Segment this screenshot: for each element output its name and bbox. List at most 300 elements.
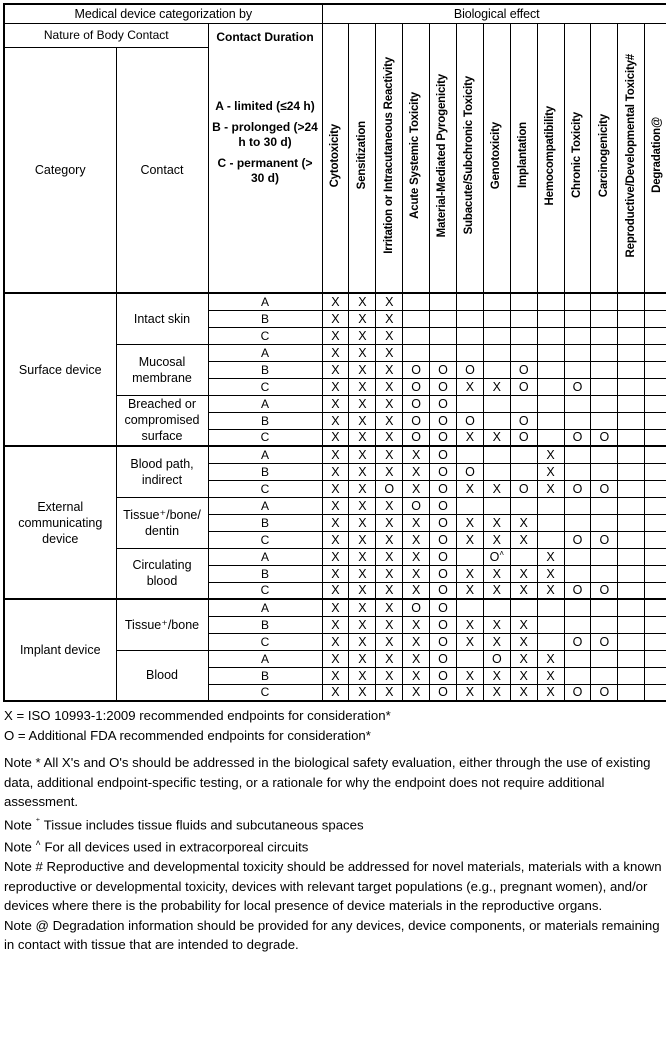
mark-cell	[510, 599, 537, 616]
mark-cell: O	[430, 497, 457, 514]
mark-cell	[456, 599, 483, 616]
mark-cell	[510, 463, 537, 480]
contact-cell: Tissue⁺/bone/ dentin	[116, 497, 208, 548]
mark-cell	[510, 293, 537, 310]
contact-cell: Breached or compromised surface	[116, 395, 208, 446]
mark-cell: O	[430, 514, 457, 531]
mark-cell: O	[510, 429, 537, 446]
mark-cell	[645, 582, 666, 599]
contact-cell: Blood	[116, 650, 208, 701]
mark-cell	[618, 599, 645, 616]
mark-cell: X	[537, 565, 564, 582]
mark-cell: X	[537, 650, 564, 667]
duration-a-definition: A - limited (≤24 h)	[215, 98, 315, 113]
col-header-irritation-intracutaneous-reactivity: Irritation or Intracutaneous Reactivity	[376, 23, 403, 293]
mark-cell	[537, 412, 564, 429]
mark-cell: O	[564, 531, 591, 548]
contact-cell: Intact skin	[116, 293, 208, 344]
mark-cell: O	[510, 361, 537, 378]
mark-cell: O	[403, 378, 430, 395]
mark-cell	[403, 293, 430, 310]
mark-cell: X	[537, 480, 564, 497]
mark-cell	[510, 344, 537, 361]
mark-cell: X	[376, 344, 403, 361]
mark-cell	[645, 565, 666, 582]
mark-cell: X	[349, 395, 376, 412]
mark-cell	[537, 429, 564, 446]
mark-cell: X	[456, 667, 483, 684]
mark-cell	[483, 412, 510, 429]
contact-cell: Tissue⁺/bone	[116, 599, 208, 650]
mark-cell	[483, 310, 510, 327]
mark-cell: O	[403, 361, 430, 378]
mark-cell: O	[510, 378, 537, 395]
mark-cell	[537, 633, 564, 650]
duration-cell: C	[208, 582, 322, 599]
col-header-reproductive-developmental-toxicity: Reproductive/Developmental Toxicity#	[618, 23, 645, 293]
mark-cell	[618, 361, 645, 378]
col-header-carcinogenicity: Carcinogenicity	[591, 23, 618, 293]
mark-cell: X	[483, 480, 510, 497]
mark-cell	[591, 446, 618, 463]
mark-cell: O	[430, 582, 457, 599]
mark-cell: X	[349, 327, 376, 344]
mark-cell: O	[430, 463, 457, 480]
col-header-material-mediated-pyrogenicity: Material-Mediated Pyrogenicity	[430, 23, 457, 293]
mark-cell	[537, 378, 564, 395]
mark-cell: X	[483, 582, 510, 599]
mark-cell	[618, 565, 645, 582]
mark-cell: X	[403, 565, 430, 582]
table-row	[4, 599, 666, 616]
mark-cell: X	[349, 667, 376, 684]
mark-cell	[645, 684, 666, 701]
col-header-implantation: Implantation	[510, 23, 537, 293]
mark-cell	[618, 463, 645, 480]
mark-cell: X	[376, 446, 403, 463]
mark-cell: X	[456, 633, 483, 650]
header-contact: Contact	[116, 47, 208, 293]
mark-cell: X	[483, 684, 510, 701]
mark-cell	[645, 463, 666, 480]
mark-cell: X	[322, 446, 349, 463]
note-caret	[4, 834, 663, 857]
legend-x: X = ISO 10993-1:2009 recommended endpoints for consideration*	[4, 708, 391, 723]
mark-cell: X	[349, 599, 376, 616]
mark-cell	[564, 667, 591, 684]
mark-cell: X	[456, 514, 483, 531]
mark-cell	[456, 310, 483, 327]
mark-cell: X	[322, 548, 349, 565]
header-group-row	[4, 4, 666, 23]
mark-cell	[645, 633, 666, 650]
duration-cell: B	[208, 310, 322, 327]
mark-cell: O	[564, 633, 591, 650]
mark-cell	[430, 310, 457, 327]
mark-cell: X	[403, 531, 430, 548]
duration-cell: B	[208, 514, 322, 531]
mark-cell	[483, 463, 510, 480]
mark-cell	[591, 514, 618, 531]
mark-cell	[564, 446, 591, 463]
duration-c-definition: C - permanent (> 30 d)	[217, 155, 313, 185]
mark-cell	[537, 310, 564, 327]
mark-cell: X	[322, 429, 349, 446]
duration-cell: C	[208, 531, 322, 548]
mark-cell: X	[322, 344, 349, 361]
mark-cell: O	[456, 361, 483, 378]
duration-cell: A	[208, 650, 322, 667]
mark-cell	[510, 497, 537, 514]
note-caret-symbol: ˄	[35, 838, 41, 849]
note-star: Note * All X's and O's should be addressed in the biological safety evaluation, either through the use of existing data, additional endpoint-specific testing, or a rationale for why the endpoint does not require additional assessment.	[4, 755, 651, 809]
mark-cell	[537, 293, 564, 310]
category-cell: Implant device	[4, 599, 116, 701]
mark-cell: X	[349, 378, 376, 395]
mark-cell	[618, 531, 645, 548]
col-header-degradation: Degradation@	[645, 23, 666, 293]
mark-cell: O	[430, 667, 457, 684]
mark-cell: X	[456, 565, 483, 582]
mark-cell: O	[591, 429, 618, 446]
mark-cell	[618, 650, 645, 667]
mark-cell: X	[322, 293, 349, 310]
mark-cell	[483, 395, 510, 412]
mark-cell: X	[349, 361, 376, 378]
mark-cell: O	[564, 429, 591, 446]
mark-cell	[510, 327, 537, 344]
mark-cell: O	[430, 378, 457, 395]
mark-cell: X	[483, 565, 510, 582]
mark-cell	[483, 293, 510, 310]
duration-cell: C	[208, 480, 322, 497]
mark-cell: O	[430, 361, 457, 378]
mark-cell: X	[537, 582, 564, 599]
mark-cell	[537, 514, 564, 531]
mark-cell: X	[510, 667, 537, 684]
mark-cell: X	[322, 684, 349, 701]
mark-cell	[645, 293, 666, 310]
mark-cell: O	[430, 531, 457, 548]
mark-cell	[483, 446, 510, 463]
mark-cell	[591, 599, 618, 616]
mark-cell	[645, 412, 666, 429]
contact-cell: Blood path, indirect	[116, 446, 208, 497]
mark-cell: X	[376, 361, 403, 378]
mark-cell	[537, 599, 564, 616]
mark-cell	[456, 446, 483, 463]
mark-cell: X	[376, 293, 403, 310]
duration-cell: A	[208, 599, 322, 616]
mark-cell: X	[322, 514, 349, 531]
mark-cell: O	[564, 480, 591, 497]
mark-cell: X	[322, 599, 349, 616]
mark-cell: O	[430, 565, 457, 582]
mark-cell	[537, 395, 564, 412]
duration-cell: B	[208, 616, 322, 633]
mark-cell	[564, 395, 591, 412]
mark-cell: X	[349, 633, 376, 650]
mark-cell: X	[537, 446, 564, 463]
mark-cell	[564, 548, 591, 565]
mark-cell	[591, 412, 618, 429]
mark-cell	[618, 667, 645, 684]
table-body	[4, 293, 666, 701]
mark-cell	[618, 429, 645, 446]
mark-cell: X	[376, 310, 403, 327]
mark-cell	[456, 497, 483, 514]
duration-cell: A	[208, 293, 322, 310]
mark-cell: X	[349, 531, 376, 548]
mark-cell	[537, 361, 564, 378]
mark-cell: X	[456, 684, 483, 701]
mark-cell: X	[349, 514, 376, 531]
mark-cell	[618, 684, 645, 701]
mark-cell: X	[349, 548, 376, 565]
mark-cell: X	[322, 616, 349, 633]
mark-cell: O	[430, 412, 457, 429]
mark-cell: X	[322, 667, 349, 684]
mark-cell: X	[376, 565, 403, 582]
mark-cell	[456, 344, 483, 361]
mark-cell: O	[591, 531, 618, 548]
mark-cell: O	[564, 684, 591, 701]
mark-cell	[618, 548, 645, 565]
mark-cell	[618, 633, 645, 650]
mark-cell	[645, 327, 666, 344]
mark-cell	[456, 650, 483, 667]
mark-cell	[645, 497, 666, 514]
mark-cell	[618, 378, 645, 395]
mark-cell	[510, 395, 537, 412]
mark-cell	[645, 344, 666, 361]
mark-cell: X	[456, 531, 483, 548]
mark-cell	[564, 327, 591, 344]
mark-cell	[645, 514, 666, 531]
mark-cell: X	[376, 650, 403, 667]
mark-cell: X	[510, 650, 537, 667]
mark-cell: X	[456, 616, 483, 633]
header-nature-of-body-contact: Nature of Body Contact	[4, 23, 208, 47]
duration-cell: A	[208, 548, 322, 565]
mark-cell	[591, 361, 618, 378]
mark-cell: X	[349, 429, 376, 446]
mark-cell	[456, 293, 483, 310]
mark-cell: X	[322, 480, 349, 497]
mark-cell	[564, 514, 591, 531]
mark-cell	[456, 548, 483, 565]
mark-cell: X	[376, 531, 403, 548]
mark-cell: X	[403, 616, 430, 633]
mark-cell	[564, 616, 591, 633]
mark-cell: X	[322, 565, 349, 582]
duration-cell: C	[208, 327, 322, 344]
mark-cell	[564, 463, 591, 480]
mark-cell	[618, 310, 645, 327]
mark-cell: X	[403, 633, 430, 650]
mark-cell: X	[456, 429, 483, 446]
mark-cell	[645, 548, 666, 565]
mark-cell: X	[483, 667, 510, 684]
mark-cell: X	[403, 548, 430, 565]
mark-cell	[564, 412, 591, 429]
note-plus-text: Tissue includes tissue fluids and subcutaneous spaces	[40, 816, 364, 832]
duration-cell: B	[208, 361, 322, 378]
mark-cell	[591, 650, 618, 667]
mark-cell: O	[430, 446, 457, 463]
header-biological-effect: Biological effect	[322, 4, 666, 23]
mark-cell: O	[403, 395, 430, 412]
mark-cell: O	[403, 412, 430, 429]
mark-cell: X	[349, 412, 376, 429]
mark-cell: X	[322, 310, 349, 327]
mark-cell: X	[349, 480, 376, 497]
mark-cell: X	[403, 480, 430, 497]
duration-cell: A	[208, 344, 322, 361]
mark-cell	[645, 429, 666, 446]
mark-cell: O	[510, 412, 537, 429]
mark-cell: X	[510, 633, 537, 650]
mark-cell: X	[537, 463, 564, 480]
mark-cell: X	[537, 548, 564, 565]
mark-cell: O	[483, 650, 510, 667]
mark-cell: X	[510, 684, 537, 701]
contact-cell: Mucosal membrane	[116, 344, 208, 395]
mark-cell: X	[376, 616, 403, 633]
note-plus-prefix: Note	[4, 816, 36, 832]
col-header-genotoxicity: Genotoxicity	[483, 23, 510, 293]
mark-cell: X	[322, 412, 349, 429]
col-header-hemocompatibility: Hemocompatibility	[537, 23, 564, 293]
header-contact-duration	[208, 23, 322, 293]
mark-cell: X	[403, 667, 430, 684]
mark-cell: X	[376, 497, 403, 514]
mark-cell	[564, 310, 591, 327]
mark-cell: X	[456, 582, 483, 599]
mark-cell: X	[403, 684, 430, 701]
mark-cell	[483, 327, 510, 344]
duration-cell: C	[208, 633, 322, 650]
mark-cell: X	[456, 378, 483, 395]
mark-cell	[591, 293, 618, 310]
mark-cell: O	[403, 429, 430, 446]
mark-cell: O	[430, 684, 457, 701]
mark-cell	[645, 667, 666, 684]
mark-cell	[618, 293, 645, 310]
mark-cell: X	[349, 684, 376, 701]
mark-cell: X	[322, 497, 349, 514]
mark-cell: X	[376, 633, 403, 650]
mark-cell	[618, 344, 645, 361]
mark-cell	[430, 327, 457, 344]
mark-cell: O	[591, 480, 618, 497]
mark-cell: X	[376, 684, 403, 701]
mark-cell: O˄	[483, 548, 510, 565]
mark-cell	[564, 565, 591, 582]
mark-cell: X	[322, 633, 349, 650]
category-cell: Surface device	[4, 293, 116, 446]
mark-cell: X	[510, 514, 537, 531]
mark-cell: X	[376, 582, 403, 599]
mark-cell: X	[403, 582, 430, 599]
mark-cell: X	[376, 599, 403, 616]
mark-cell	[591, 378, 618, 395]
mark-cell: O	[430, 395, 457, 412]
mark-cell	[645, 378, 666, 395]
mark-cell	[618, 395, 645, 412]
mark-cell: X	[322, 378, 349, 395]
duration-cell: B	[208, 463, 322, 480]
mark-cell	[618, 480, 645, 497]
mark-cell: O	[456, 412, 483, 429]
note-plus	[4, 812, 663, 835]
mark-cell: O	[510, 480, 537, 497]
mark-cell	[510, 548, 537, 565]
mark-cell	[403, 327, 430, 344]
mark-cell: X	[510, 565, 537, 582]
table-row	[4, 446, 666, 463]
mark-cell: O	[430, 429, 457, 446]
col-header-sensitization: Sensitization	[349, 23, 376, 293]
mark-cell: X	[322, 361, 349, 378]
mark-cell: X	[510, 616, 537, 633]
mark-cell	[645, 599, 666, 616]
duration-cell: C	[208, 378, 322, 395]
mark-cell	[537, 616, 564, 633]
note-hash: Note # Reproductive and developmental toxicity should be addressed for novel materials, materials with a known reproductive or developmental toxicity, devices with relevant target populations (e.g., pregnant women), and/or devices where there is the probability for local presence of device materials in the reproductive organs.	[4, 859, 662, 914]
contact-cell: Circulating blood	[116, 548, 208, 599]
mark-cell: X	[349, 616, 376, 633]
mark-cell	[591, 310, 618, 327]
mark-cell	[591, 463, 618, 480]
mark-cell: X	[349, 497, 376, 514]
note-caret-text: For all devices used in extracorporeal circuits	[40, 839, 309, 855]
mark-cell: X	[483, 514, 510, 531]
mark-cell: X	[349, 293, 376, 310]
mark-cell	[618, 327, 645, 344]
duration-cell: B	[208, 667, 322, 684]
note-caret-prefix: Note	[4, 839, 36, 855]
mark-cell	[591, 667, 618, 684]
mark-cell	[591, 548, 618, 565]
mark-cell	[618, 412, 645, 429]
legend-o: O = Additional FDA recommended endpoints for consideration*	[4, 727, 371, 743]
mark-cell: O	[430, 548, 457, 565]
mark-cell: X	[376, 548, 403, 565]
table-row	[4, 293, 666, 310]
duration-cell: C	[208, 684, 322, 701]
mark-cell: X	[376, 514, 403, 531]
mark-cell: O	[430, 616, 457, 633]
mark-cell	[483, 497, 510, 514]
mark-cell	[591, 497, 618, 514]
mark-cell	[645, 650, 666, 667]
mark-cell	[618, 497, 645, 514]
biocompatibility-matrix-table	[3, 3, 666, 702]
mark-cell	[564, 650, 591, 667]
mark-cell	[618, 446, 645, 463]
category-cell: External communicating device	[4, 446, 116, 599]
mark-cell: O	[430, 633, 457, 650]
mark-cell	[537, 344, 564, 361]
mark-cell: O	[376, 480, 403, 497]
mark-cell: X	[376, 667, 403, 684]
mark-cell: X	[349, 582, 376, 599]
mark-cell: X	[376, 463, 403, 480]
mark-cell	[430, 344, 457, 361]
mark-cell	[456, 327, 483, 344]
mark-cell: O	[591, 684, 618, 701]
